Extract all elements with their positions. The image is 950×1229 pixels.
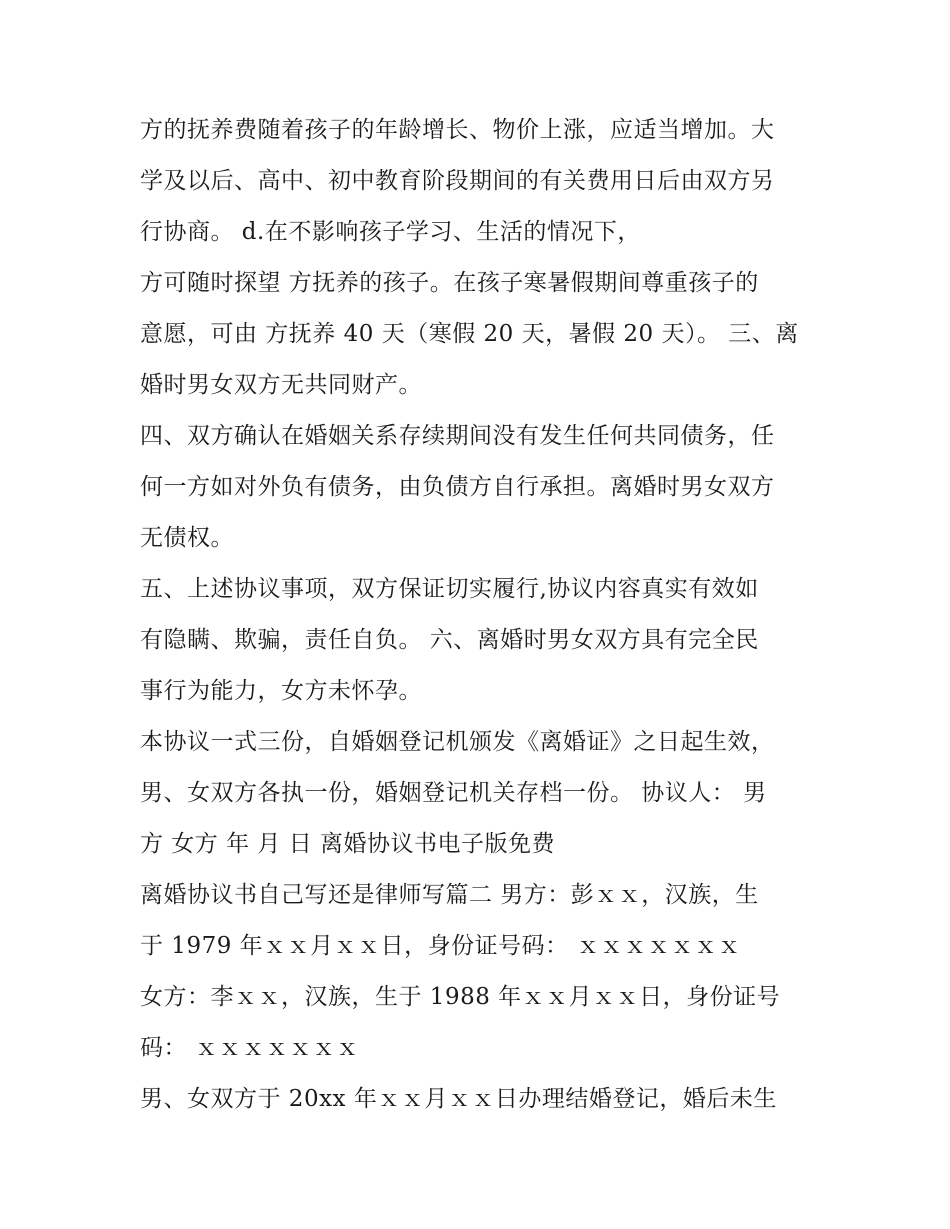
text-line: 学及以后、高中、初中教育阶段期间的有关费用日后由双方另 (140, 168, 775, 194)
text-line: 男、女双方各执一份，婚姻登记机关存档一份。 协议人： 男 (140, 780, 767, 806)
text-line: 行协商。 d.在不影响孩子学习、生活的情况下， (140, 219, 641, 245)
text-line: 女方：李ｘｘ，汉族，生于 1988 年ｘｘ月ｘｘ日，身份证号 (140, 984, 781, 1010)
text-line: 男、女双方于 20xx 年ｘｘ月ｘｘ日办理结婚登记，婚后未生 (140, 1086, 777, 1112)
text-line: 何一方如对外负有债务，由负债方自行承担。离婚时男女双方 (140, 474, 775, 500)
text-line: 本协议一式三份，自婚姻登记机颁发《离婚证》之日起生效， (140, 729, 775, 755)
document-body (140, 105, 820, 1125)
text-line: 无债权。 (140, 525, 234, 551)
text-line: 五、上述协议事项，双方保证切实履行,协议内容真实有效如 (140, 576, 759, 602)
text-line: 婚时男女双方无共同财产。 (140, 372, 422, 398)
text-line: 意愿，可由 方抚养 40 天（寒假 20 天，暑假 20 天）。 三、离 (140, 321, 799, 347)
text-line: 离婚协议书自己写还是律师写篇二 男方：彭ｘｘ，汉族，生 (140, 882, 759, 908)
text-line: 四、双方确认在婚姻关系存续期间没有发生任何共同债务，任 (140, 423, 775, 449)
text-line: 方的抚养费随着孩子的年龄增长、物价上涨，应适当增加。大 (140, 117, 775, 143)
text-line: 事行为能力，女方未怀孕。 (140, 678, 422, 704)
text-line: 方可随时探望 方抚养的孩子。在孩子寒暑假期间尊重孩子的 (140, 270, 759, 296)
text-line: 于 1979 年ｘｘ月ｘｘ日，身份证号码： ｘｘｘｘｘｘｘ (140, 933, 741, 959)
text-line: 码： ｘｘｘｘｘｘｘ (140, 1035, 360, 1061)
text-line: 方 女方 年 月 日 离婚协议书电子版免费 (140, 831, 556, 857)
text-line: 有隐瞒、欺骗，责任自负。 六、离婚时男女双方具有完全民 (140, 627, 759, 653)
